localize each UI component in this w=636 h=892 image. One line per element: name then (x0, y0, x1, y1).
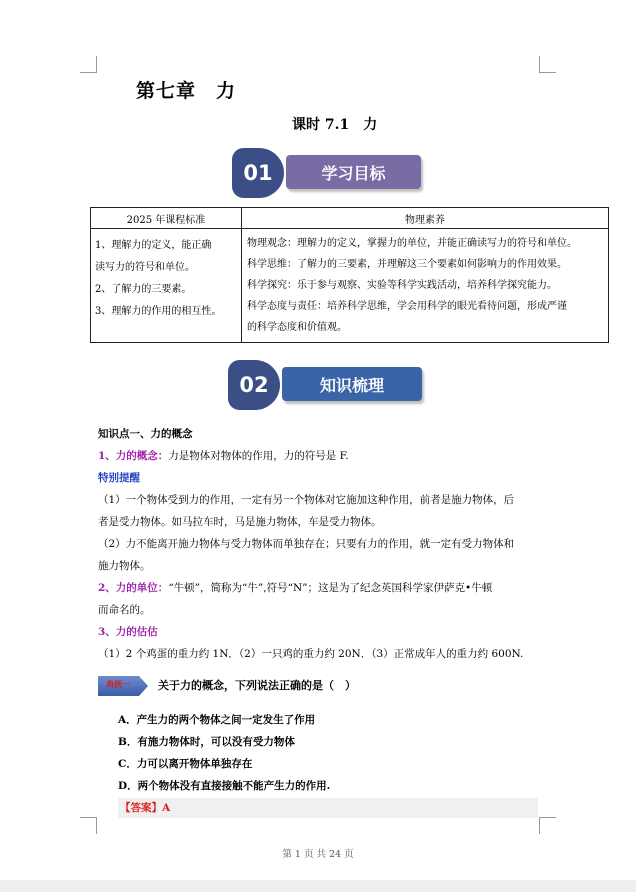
force-unit-line (98, 577, 544, 599)
literacy-line: 的科学态度和价值观。 (247, 322, 347, 333)
goals-standard-cell (91, 229, 242, 343)
banner-label: 知识梳理 (282, 367, 422, 401)
chapter-title: 第七章 力 (136, 80, 237, 102)
answer-text: 【答案】A (120, 802, 171, 814)
goals-literacy-cell (242, 229, 609, 343)
example-tag-label: 典例一 (106, 680, 130, 689)
force-concept-label: 1、力的概念： (98, 450, 169, 462)
goals-header-literacy: 物理素养 (242, 208, 609, 229)
option-a: A．产生力的两个物体之间一定发生了作用 (118, 714, 316, 726)
answer-bar (118, 798, 538, 818)
force-estimate-label: 3、力的估估 (98, 626, 158, 638)
force-unit-text: “牛顿”，简称为“牛”,符号“N”；这是为了纪念英国科学家伊萨克•牛顿 (168, 582, 493, 594)
tip1-line2: 者是受力物体。如马拉车时，马是施力物体，车是受力物体。 (98, 516, 382, 528)
banner-number: 02 (228, 360, 280, 410)
force-concept-line (98, 445, 544, 467)
corner-mark-top-left (80, 56, 97, 73)
standard-line: 2、了解力的三要素。 (95, 284, 192, 295)
goals-header-standard: 2025 年课程标准 (91, 208, 242, 229)
literacy-line: 科学态度与责任：培养科学思维，学会用科学的眼光看待问题，形成严谨 (247, 301, 567, 312)
standard-line: 1、理解力的定义，能正确 (95, 240, 212, 251)
lesson-title: 课时 7.1 力 (292, 117, 378, 133)
goals-table (90, 207, 609, 343)
force-estimate-text: （1）2 个鸡蛋的重力约 1N．（2）一只鸡的重力约 20N．（3）正常成年人的重力约 600N. (98, 648, 524, 660)
standard-line: 读写力的符号和单位。 (95, 262, 195, 273)
page-footer: 第 1 页 共 24 页 (282, 849, 354, 860)
bottom-strip (0, 880, 636, 892)
corner-mark-bottom-right (539, 817, 556, 834)
example-tag (98, 676, 148, 696)
tip1-line1: （1）一个物体受到力的作用，一定有另一个物体对它施加这种作用，前者是施力物体，后 (98, 494, 515, 506)
force-unit-label: 2、力的单位： (98, 582, 169, 594)
standard-line: 3、理解力的作用的相互性。 (95, 306, 222, 317)
corner-mark-top-right (539, 56, 556, 73)
option-d: D．两个物体没有直接接触不能产生力的作用. (118, 780, 331, 792)
option-c: C．力可以离开物体单独存在 (118, 758, 253, 770)
corner-mark-bottom-left (80, 817, 97, 834)
tip2-line2: 施力物体。 (98, 560, 151, 572)
special-tip-label: 特别提醒 (98, 472, 140, 484)
literacy-line: 科学思维：了解力的三要素，并理解这三个要素如何影响力的作用效果。 (247, 259, 567, 270)
example-question: 关于力的概念，下列说法正确的是（ ） (158, 679, 356, 692)
tip2-line1: （2）力不能离开施力物体与受力物体而单独存在；只要有力的作用，就一定有受力物体和 (98, 538, 515, 550)
literacy-line: 科学探究：乐于参与观察、实验等科学实践活动，培养科学探究能力。 (247, 280, 557, 291)
force-unit-line2: 而命名的。 (98, 604, 151, 616)
knowledge-point-title: 知识点一、力的概念 (98, 428, 193, 440)
force-concept-text: 力是物体对物体的作用，力的符号是 F. (168, 450, 349, 462)
option-b: B．有施力物体时，可以没有受力物体 (118, 736, 295, 748)
banner-number: 01 (232, 148, 284, 198)
banner-label: 学习目标 (286, 155, 421, 189)
literacy-line: 物理观念：理解力的定义，掌握力的单位，并能正确读写力的符号和单位。 (247, 238, 577, 249)
